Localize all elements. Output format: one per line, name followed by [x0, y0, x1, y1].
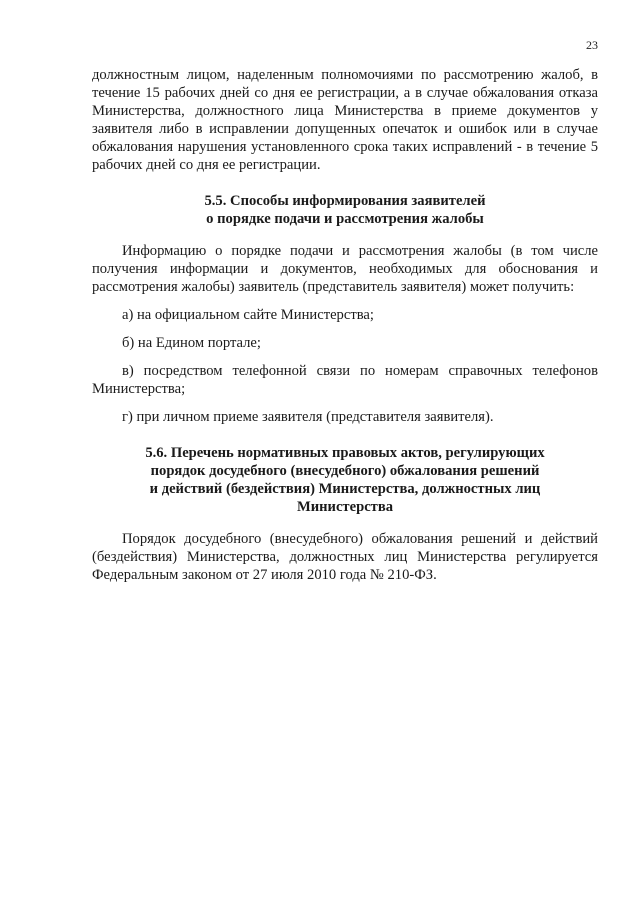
section-5-5-paragraph: Информацию о порядке подачи и рассмотрения жалобы (в том числе получения информации и документов, необходимых для обоснования и рассмотрения жалобы) заявитель (представитель заявителя) может получить:	[92, 243, 598, 295]
list-item-b: б) на Едином портале;	[122, 335, 261, 351]
section-5-6-heading-line-2: порядок досудебного (внесудебного) обжалования решений	[150, 463, 540, 479]
list-item-d: г) при личном приеме заявителя (представителя заявителя).	[122, 409, 494, 425]
intro-paragraph: должностным лицом, наделенным полномочиями по рассмотрению жалоб, в течение 15 рабочих дней со дня ее регистрации, а в случае обжалования отказа Министерства, должностного лица Министерства в приеме документов у заявителя либо в исправлении допущенных опечаток и ошибок или в случае обжалования нарушения установленного срока таких исправлений - в течение 5 рабочих дней со дня ее регистрации.	[92, 67, 598, 173]
section-5-5-heading-line-1: 5.5. Способы информирования заявителей	[204, 193, 486, 209]
section-5-6-heading-line-4: Министерства	[296, 499, 394, 515]
page-number: 23	[586, 38, 598, 52]
list-item-a: а) на официальном сайте Министерства;	[122, 307, 374, 323]
section-5-6-heading-line-3: и действий (бездействия) Министерства, должностных лиц	[149, 481, 541, 497]
section-5-5-heading	[92, 192, 598, 228]
section-5-6-paragraph: Порядок досудебного (внесудебного) обжалования решений и действий (бездействия) Министерства, должностных лиц Министерства регулируется Федеральным законом от 27 июля 2010 года № 210-ФЗ.	[92, 531, 598, 583]
section-5-6-heading-line-1: 5.6. Перечень нормативных правовых актов, регулирующих	[145, 445, 545, 461]
list-item-c: в) посредством телефонной связи по номерам справочных телефонов Министерства;	[92, 363, 598, 397]
document-body	[92, 66, 598, 584]
section-5-5-heading-line-2: о порядке подачи и рассмотрения жалобы	[206, 211, 484, 227]
section-5-6-heading	[92, 444, 598, 516]
